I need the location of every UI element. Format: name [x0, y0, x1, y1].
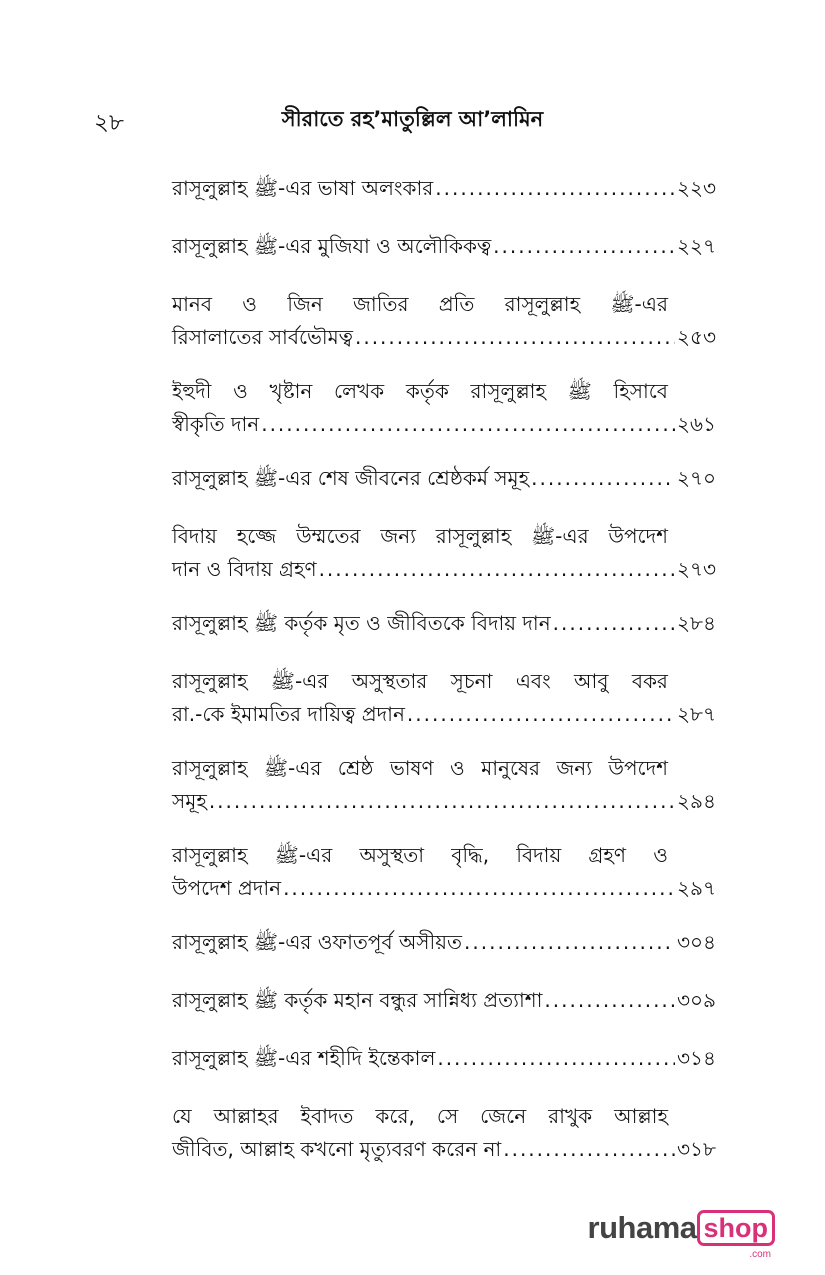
toc-entry-page: ২৭৩	[676, 557, 716, 581]
toc-word: আল্লাহর	[213, 1104, 279, 1128]
toc-word: লেখক	[334, 379, 385, 403]
toc-entry-last-line	[172, 172, 716, 205]
toc-word: ইবাদত	[300, 1104, 354, 1128]
toc-word: বকর	[631, 669, 668, 693]
toc-word: গ্রহণ	[588, 843, 627, 867]
toc-entry	[172, 1042, 716, 1075]
dot-leader	[503, 1133, 675, 1166]
toc-word: মানুষের	[481, 756, 541, 780]
toc-word: হজ্জে	[236, 524, 277, 548]
toc-word: উম্মতের	[296, 524, 361, 548]
toc-word: ও	[242, 292, 257, 316]
toc-entry-title: সমূহ	[172, 789, 207, 813]
toc-word: অসুস্থতা	[359, 843, 425, 867]
toc-entry-page: ২৮৭	[677, 702, 716, 726]
toc-word: ﷺ-এর	[263, 756, 322, 780]
toc-word: ও	[450, 756, 465, 780]
dot-leader	[355, 321, 675, 354]
toc-entry-title: রা.-কে ইমামতির দায়িত্ব প্রদান	[172, 702, 405, 726]
toc-entry-page: ৩০৯	[677, 988, 716, 1012]
toc-entry-last-line	[172, 321, 716, 354]
toc-entry-page: ২৭০	[676, 466, 716, 490]
toc-entry-last-line	[172, 1042, 716, 1075]
dot-leader	[283, 872, 675, 905]
toc-entry-line	[172, 288, 668, 321]
toc-entry	[172, 752, 716, 818]
dot-leader	[261, 408, 675, 441]
toc-entry-last-line	[172, 607, 716, 640]
toc-word: রাখুক	[548, 1104, 593, 1128]
toc-entry-last-line	[172, 926, 716, 959]
toc-word: বৃদ্ধি,	[451, 843, 490, 867]
toc-entry-last-line	[172, 1133, 716, 1166]
toc-entry-last-line	[172, 462, 716, 495]
toc-word: ﷺ-এর	[530, 524, 589, 548]
logo-shop-badge: shop	[697, 1210, 776, 1246]
toc-entry-page: ২৯৪	[677, 789, 716, 813]
toc-entry-line	[172, 839, 668, 872]
toc-word: সে	[436, 1104, 459, 1128]
toc-entry	[172, 230, 716, 263]
toc-word: প্রতি	[438, 292, 475, 316]
toc-entry	[172, 520, 716, 586]
toc-entry-page: ২৫৩	[677, 325, 716, 349]
toc-entry-last-line	[172, 698, 716, 731]
toc-entry-title: দান ও বিদায় গ্রহণ	[172, 557, 317, 581]
toc-entry	[172, 926, 716, 959]
dot-leader	[437, 1042, 675, 1075]
toc-word: জন্য	[556, 756, 593, 780]
toc-word: ইহুদী	[172, 379, 212, 403]
toc-entry-last-line	[172, 553, 716, 586]
toc-entry-line	[172, 375, 668, 408]
toc-word: এবং	[515, 669, 551, 693]
table-of-contents	[172, 172, 716, 1187]
toc-word: রাসূলুল্লাহ	[435, 524, 512, 548]
toc-entry	[172, 462, 716, 495]
toc-word: আল্লাহ	[614, 1104, 668, 1128]
toc-word: ﷺ-এর	[610, 292, 668, 316]
toc-word: খৃষ্টান	[269, 379, 313, 403]
toc-entry-page: ৩১৪	[677, 1046, 716, 1070]
toc-entry-title: রাসূলুল্লাহ ﷺ-এর ভাষা অলংকার	[172, 176, 434, 200]
toc-word: ﷺ	[567, 379, 592, 403]
ruhamashop-logo	[587, 1210, 775, 1260]
toc-entry	[172, 607, 716, 640]
toc-word: রাসূলুল্লাহ	[504, 292, 581, 316]
running-title: সীরাতে রহ’মাতুল্লিল আ’লামিন	[281, 107, 544, 131]
toc-word: ভাষণ	[389, 756, 434, 780]
toc-entry-last-line	[172, 984, 716, 1017]
toc-word: শ্রেষ্ঠ	[337, 756, 374, 780]
toc-entry-page: ৩০৪	[677, 930, 716, 954]
toc-word: সূচনা	[450, 669, 493, 693]
page-number: ২৮	[94, 110, 124, 136]
toc-entry-line	[172, 665, 668, 698]
toc-entry-last-line	[172, 408, 716, 441]
toc-entry	[172, 375, 716, 441]
toc-entry	[172, 839, 716, 905]
toc-entry-page: ২৯৭	[677, 876, 716, 900]
toc-word: রাসূলুল্লাহ	[172, 756, 248, 780]
toc-entry-title: রাসূলুল্লাহ ﷺ-এর শহীদি ইন্তেকাল	[172, 1046, 436, 1070]
toc-word: রাসূলুল্লাহ	[172, 843, 248, 867]
toc-entry-line	[172, 752, 668, 785]
toc-entry	[172, 665, 716, 731]
logo-ruhama-text: ruhama	[587, 1210, 697, 1245]
logo-domain-text: .com	[749, 1249, 771, 1260]
toc-word: রাসূলুল্লাহ	[172, 669, 248, 693]
toc-word: কর্তৃক	[405, 379, 449, 403]
toc-word: জন্য	[380, 524, 416, 548]
toc-entry	[172, 1100, 716, 1166]
toc-entry-page: ২৮৪	[677, 611, 716, 635]
toc-entry-last-line	[172, 785, 716, 818]
toc-entry	[172, 288, 716, 354]
toc-word: আবু	[574, 669, 609, 693]
toc-word: জাতির	[353, 292, 409, 316]
toc-word: অসুস্থতার	[351, 669, 428, 693]
toc-word: জেনে	[480, 1104, 527, 1128]
dot-leader	[493, 230, 675, 263]
toc-word: উপদেশ	[608, 756, 668, 780]
toc-word: বিদায়	[516, 843, 562, 867]
toc-entry-last-line	[172, 230, 716, 263]
toc-word: করে,	[375, 1104, 415, 1128]
dot-leader	[435, 172, 675, 205]
toc-entry-line	[172, 1100, 668, 1133]
toc-entry-page: ৩১৮	[677, 1137, 716, 1161]
toc-word: জিন	[287, 292, 323, 316]
dot-leader	[464, 926, 675, 959]
toc-entry	[172, 984, 716, 1017]
toc-entry-title: রিসালাতের সার্বভৌমত্ব	[172, 325, 353, 349]
toc-entry-title: রাসূলুল্লাহ ﷺ-এর শেষ জীবনের শ্রেষ্ঠকর্ম সমূহ	[172, 466, 530, 490]
toc-word: বিদায়	[172, 524, 217, 548]
toc-entry-page: ২২৩	[676, 176, 716, 200]
toc-word: ও	[233, 379, 248, 403]
toc-entry-page: ২২৭	[676, 234, 716, 258]
toc-word: ﷺ-এর	[270, 669, 329, 693]
toc-word: ﷺ-এর	[274, 843, 333, 867]
toc-word: মানব	[172, 292, 212, 316]
toc-word: রাসূলুল্লাহ	[470, 379, 546, 403]
dot-leader	[553, 607, 675, 640]
dot-leader	[531, 462, 675, 495]
toc-entry-title: স্বীকৃতি দান	[172, 412, 260, 436]
dot-leader	[209, 785, 675, 818]
toc-word: ও	[653, 843, 668, 867]
toc-word: উপদেশ	[608, 524, 668, 548]
dot-leader	[319, 553, 675, 586]
toc-entry-line	[172, 520, 668, 553]
dot-leader	[544, 984, 675, 1017]
toc-entry-last-line	[172, 872, 716, 905]
toc-entry-title: জীবিত, আল্লাহ কখনো মৃত্যুবরণ করেন না	[172, 1137, 502, 1161]
toc-word: হিসাবে	[613, 379, 668, 403]
toc-entry-title: রাসূলুল্লাহ ﷺ কর্তৃক মৃত ও জীবিতকে বিদায় দান	[172, 611, 551, 635]
toc-entry-title: উপদেশ প্রদান	[172, 876, 282, 900]
toc-entry-page: ২৬১	[677, 412, 716, 436]
dot-leader	[407, 698, 675, 731]
toc-word: যে	[172, 1104, 192, 1128]
toc-entry-title: রাসূলুল্লাহ ﷺ-এর মুজিযা ও অলৌকিকত্ব	[172, 234, 492, 258]
toc-entry-title: রাসূলুল্লাহ ﷺ কর্তৃক মহান বন্ধুর সান্নিধ্য প্রত্যাশা	[172, 988, 543, 1012]
toc-entry	[172, 172, 716, 205]
toc-entry-title: রাসূলুল্লাহ ﷺ-এর ওফাতপূর্ব অসীয়ত	[172, 930, 463, 954]
